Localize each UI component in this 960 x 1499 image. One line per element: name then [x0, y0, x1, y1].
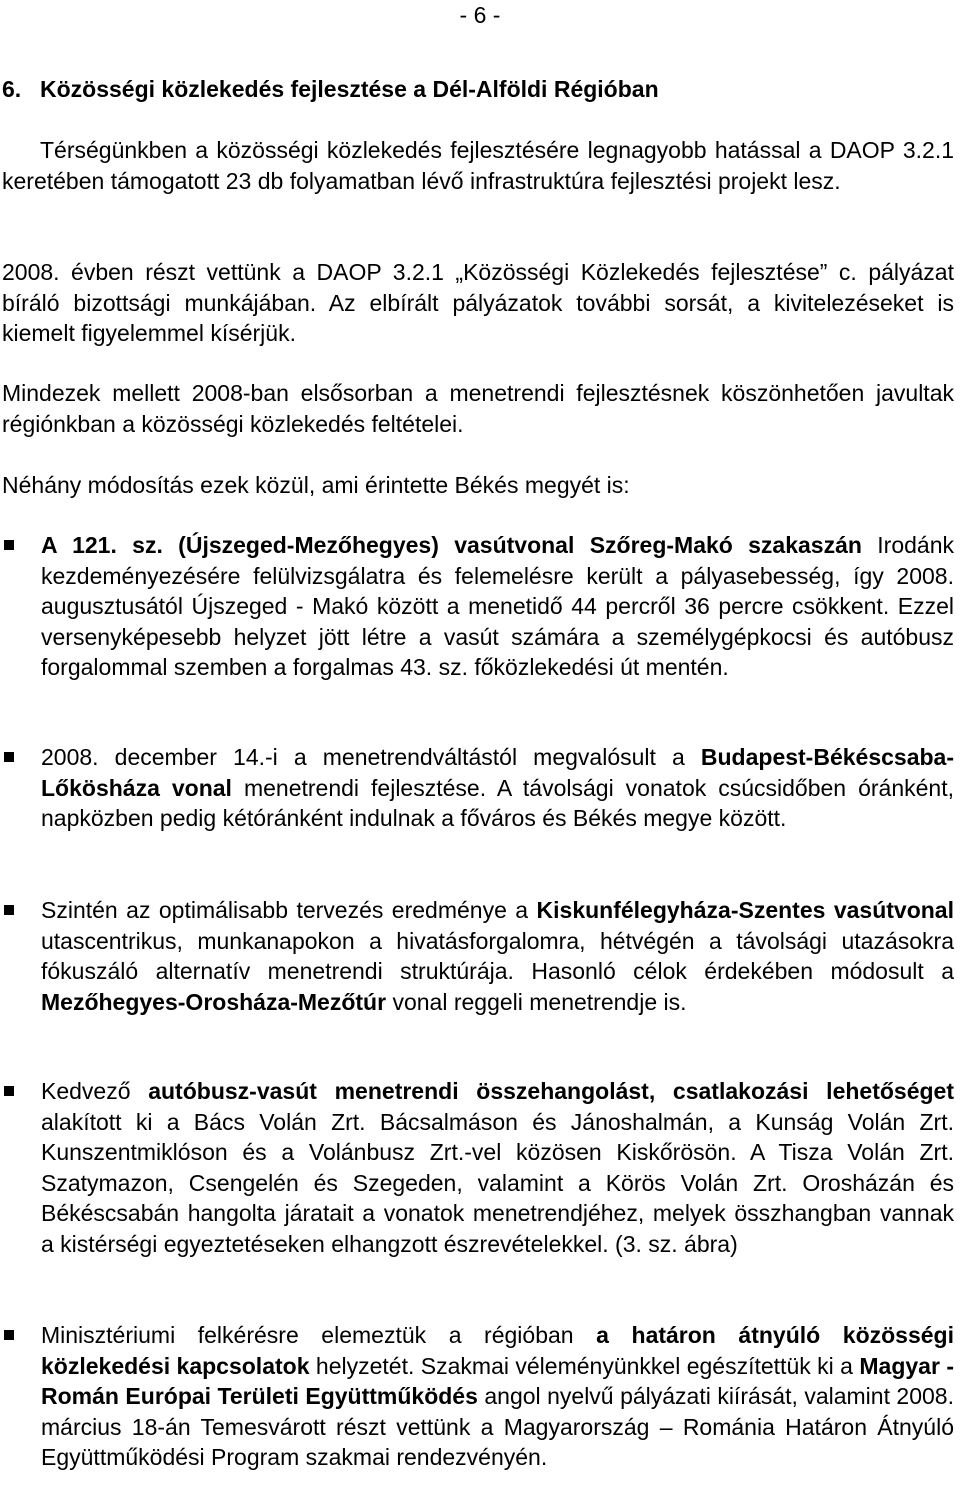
bullet-icon — [4, 905, 14, 915]
section-heading — [2, 76, 659, 103]
list-item-text: Minisztériumi felkérésre elemeztük a régióban a határon átnyúló közösségi közlekedési kapcsolatok helyzetét. Szakmai véleményünkkel egészítettük ki a Magyar - Román Európai Területi Együttműködés angol nyelvű pályázati kiírását, valamint 2008. március 18-án Temesvárott részt vettünk a Magyarország – Románia Határon Átnyúló Együttműködési Program szakmai rendezvényén. — [41, 1322, 954, 1470]
list-item-text: 2008. december 14.-i a menetrendváltástól megvalósult a Budapest-Békéscsaba-Lőkösháza vonal menetrendi fejlesztése. A távolsági vonatok csúcsidőben óránként, napközben pedig kétóránként indulnak a főváros és Békés megye között. — [41, 744, 955, 831]
paragraph-improvements: Mindezek mellett 2008-ban elsősorban a menetrendi fejlesztésnek köszönhetően javultak régiónkban a közösségi közlekedés feltételei. — [2, 380, 954, 437]
list-item-text: Kedvező autóbusz-vasút menetrendi összehangolást, csatlakozási lehetőséget alakított ki a Bács Volán Zrt. Bácsalmáson és Jánoshalmán, a Kunság Volán Zrt. Kunszentmiklóson és a Volánbusz Zrt.-vel közösen Kiskőrösön. A Tisza Volán Zrt. Szatymazon, Csengelén és Szegeden, valamint a Körös Volán Zrt. Orosházán és Békéscsabán hangolta járatait a vonatok menetrendjéhez, melyek összhangban vannak a kistérségi egyeztetéseken elhangzott észrevételekkel. (3. sz. ábra) — [41, 1078, 954, 1257]
paragraph-daop: 2008. évben részt vettünk a DAOP 3.2.1 „Közösségi Közlekedés fejlesztése” c. pályázat bíráló bizottsági munkájában. Az elbírált pályázatok további sorsát, a kivitelezéseket is kiemelt figyelemmel kísérjük. — [2, 259, 954, 346]
paragraph-list-intro: Néhány módosítás ezek közül, ami érintette Békés megyét is: — [2, 472, 630, 498]
page-number: - 6 - — [459, 2, 501, 28]
section-number: 6. — [2, 76, 22, 102]
bullet-icon — [4, 1330, 14, 1340]
list-item-text: Szintén az optimálisabb tervezés eredménye a Kiskunfélegyháza-Szentes vasútvonal utascentrikus, munkanapokon a hivatásforgalomra, hétvégén a távolsági utazásokra fókuszáló alternatív menetrendi struktúrája. Hasonló célok érdekében módosult a Mezőhegyes-Orosháza-Mezőtúr vonal reggeli menetrendje is. — [41, 897, 954, 1015]
list-item-text: A 121. sz. (Újszeged-Mezőhegyes) vasútvonal Szőreg-Makó szakaszán Irodánk kezdeményezésére felülvizsgálatra és felemelésre került a pályasebesség, így 2008. augusztusától Újszeged - Makó között a menetidő 44 percről 36 percre csökkent. Ezzel versenyképesebb helyzet jött létre a vasút számára a személygépkocsi és autóbusz forgalommal szemben a forgalmas 43. sz. főközlekedési út mentén. — [41, 532, 954, 680]
bullet-icon — [4, 752, 14, 762]
section-title: Közösségi közlekedés fejlesztése a Dél-Alföldi Régióban — [40, 76, 659, 102]
paragraph-intro: Térségünkben a közösségi közlekedés fejlesztésére legnagyobb hatással a DAOP 3.2.1 keretében támogatott 23 db folyamatban lévő infrastruktúra fejlesztési projekt lesz. — [2, 137, 954, 194]
bullet-icon — [4, 1086, 14, 1096]
bullet-icon — [4, 540, 14, 550]
